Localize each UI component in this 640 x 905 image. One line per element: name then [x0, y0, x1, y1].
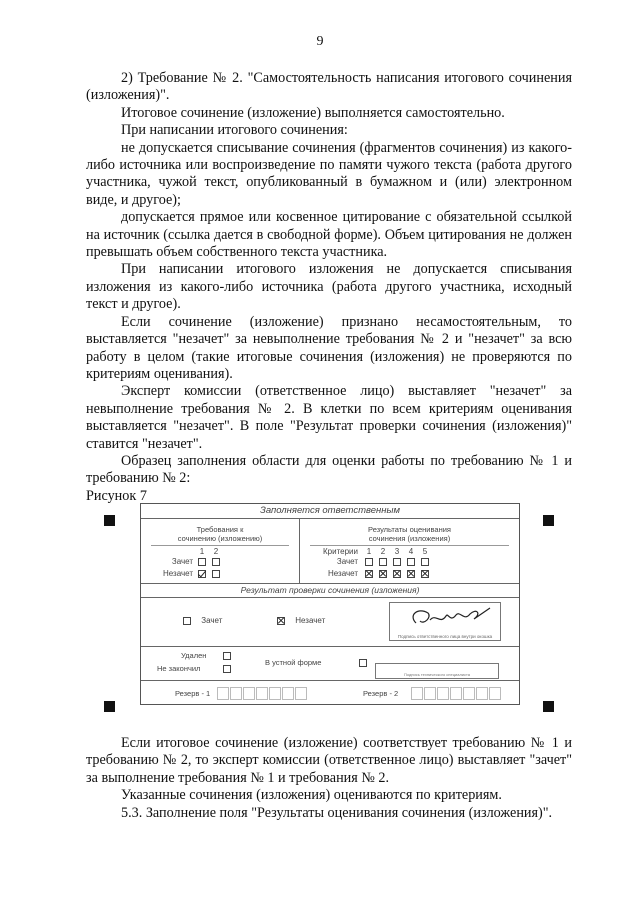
criteria-fail-label: Незачет [327, 569, 358, 578]
criterion-pass-checkbox[interactable] [421, 558, 429, 566]
req-pass-label: Зачет [171, 557, 193, 566]
result-pass-label: Зачет [201, 616, 223, 625]
corner-marker [104, 515, 115, 526]
page-number: 9 [316, 34, 324, 49]
req-number: 1 [199, 547, 205, 556]
reserve1-cells[interactable] [217, 687, 308, 700]
paragraph: Образец заполнения области для оценки работы по требованию № 1 и требованию № 2: [86, 452, 572, 487]
oral-checkbox[interactable] [359, 659, 367, 667]
reserve-section [141, 681, 519, 705]
corner-marker [543, 701, 554, 712]
removed-checkbox[interactable] [223, 652, 231, 660]
criterion-fail-checkbox[interactable] [365, 570, 373, 578]
criteria-label: Критерии [323, 547, 358, 556]
paragraph: При написании итогового сочинения: [121, 122, 348, 139]
criterion-pass-checkbox[interactable] [393, 558, 401, 566]
document-body-continued [86, 735, 572, 822]
document-body [86, 70, 572, 505]
assessment-form [140, 503, 520, 705]
criteria-header-line1: Результаты оценивания [368, 525, 451, 534]
requirements-section [141, 519, 300, 583]
req1-pass-checkbox[interactable] [198, 558, 206, 566]
criterion-number: 3 [394, 547, 400, 556]
tech-signature-box[interactable] [375, 663, 499, 679]
paragraph: не допускается списывание сочинения (фрагментов сочинения) из какого-либо источника или воспроизведение по памяти чужого текста (работа другого участника, чужой текст, опубликованный в бумажном и (или) электронном виде, и другое); [86, 139, 572, 208]
corner-marker [543, 515, 554, 526]
paragraph: допускается прямое или косвенное цитирование с обязательной ссылкой на источник (ссылка дается в свободной форме). Объем цитирования не должен превышать объем собственного текста участника. [86, 209, 572, 261]
result-section [141, 598, 519, 647]
paragraph: Эксперт комиссии (ответственное лицо) выставляет "незачет" за невыполнение требования № 2. В клетки по всем критериям оценивания выставляется "незачет". В поле "Результат проверки сочинения (изложения)" ставится "незачет". [86, 383, 572, 452]
form-title: Заполняется ответственным [141, 504, 519, 519]
result-pass-checkbox[interactable] [183, 617, 191, 625]
req-number: 2 [213, 547, 219, 556]
criteria-section [300, 519, 519, 583]
criterion-pass-checkbox[interactable] [365, 558, 373, 566]
result-title: Результат проверки сочинения (изложения) [141, 584, 519, 598]
criterion-number: 2 [380, 547, 386, 556]
paragraph: Если итоговое сочинение (изложение) соответствует требованию № 1 и требованию № 2, то эксперт комиссии (ответственное лицо) выставляет "зачет" за выполнение требования № 1 и требования № 2. [86, 735, 572, 786]
criterion-number: 1 [366, 547, 372, 556]
paragraph: При написании итогового изложения не допускается списывания изложения из какого-либо источника (работа другого участника, исходный текст и другое). [86, 261, 572, 313]
req2-pass-checkbox[interactable] [212, 558, 220, 566]
criterion-fail-checkbox[interactable] [421, 570, 429, 578]
criterion-pass-checkbox[interactable] [379, 558, 387, 566]
corner-marker [104, 701, 115, 712]
removed-label: Удален [181, 651, 207, 660]
unfinished-label: Не закончил [157, 664, 201, 673]
signature-caption: Подпись ответственного лица внутри окошка [397, 634, 493, 639]
criterion-fail-checkbox[interactable] [379, 570, 387, 578]
req-fail-label: Незачет [162, 569, 193, 578]
criteria-pass-label: Зачет [336, 557, 358, 566]
req1-fail-checkbox[interactable] [198, 570, 206, 578]
signature-box[interactable] [389, 602, 501, 641]
result-fail-label: Незачет [295, 616, 326, 625]
criterion-fail-checkbox[interactable] [393, 570, 401, 578]
reserve2-label: Резерв - 2 [363, 689, 399, 698]
reserve2-cells[interactable] [411, 687, 502, 700]
paragraph-section-5-3: 5.3. Заполнение поля "Результаты оценивания сочинения (изложения)". [121, 804, 553, 821]
tech-caption: Подпись технического специалиста [403, 672, 471, 677]
status-section [141, 647, 519, 681]
req2-fail-checkbox[interactable] [212, 570, 220, 578]
paragraph: Указанные сочинения (изложения) оцениваются по критериям. [121, 787, 502, 804]
paragraph-requirement-2: 2) Требование № 2. "Самостоятельность написания итогового сочинения (изложения)". [86, 70, 572, 104]
result-fail-checkbox[interactable] [277, 617, 285, 625]
criterion-fail-checkbox[interactable] [407, 570, 415, 578]
requirements-header-line2: сочинению (изложению) [177, 534, 263, 543]
reserve1-label: Резерв - 1 [175, 689, 211, 698]
paragraph: Если сочинение (изложение) признано несамостоятельным, то выставляется "незачет" за невыполнение требования № 2 и "незачет" за всю работу в целом (такие итоговые сочинения (изложения) не проверяются по критериям оценивания). [86, 313, 572, 382]
criteria-header-line2: сочинения (изложения) [368, 534, 451, 543]
form-figure [100, 497, 558, 719]
criterion-number: 4 [408, 547, 414, 556]
unfinished-checkbox[interactable] [223, 665, 231, 673]
criterion-number: 5 [422, 547, 428, 556]
paragraph: Итоговое сочинение (изложение) выполняется самостоятельно. [121, 104, 505, 121]
figure-caption: Рисунок 7 [86, 487, 147, 504]
requirements-header-line1: Требования к [196, 525, 244, 534]
signature-image [390, 603, 500, 633]
criterion-pass-checkbox[interactable] [407, 558, 415, 566]
oral-label: В устной форме [265, 658, 322, 667]
